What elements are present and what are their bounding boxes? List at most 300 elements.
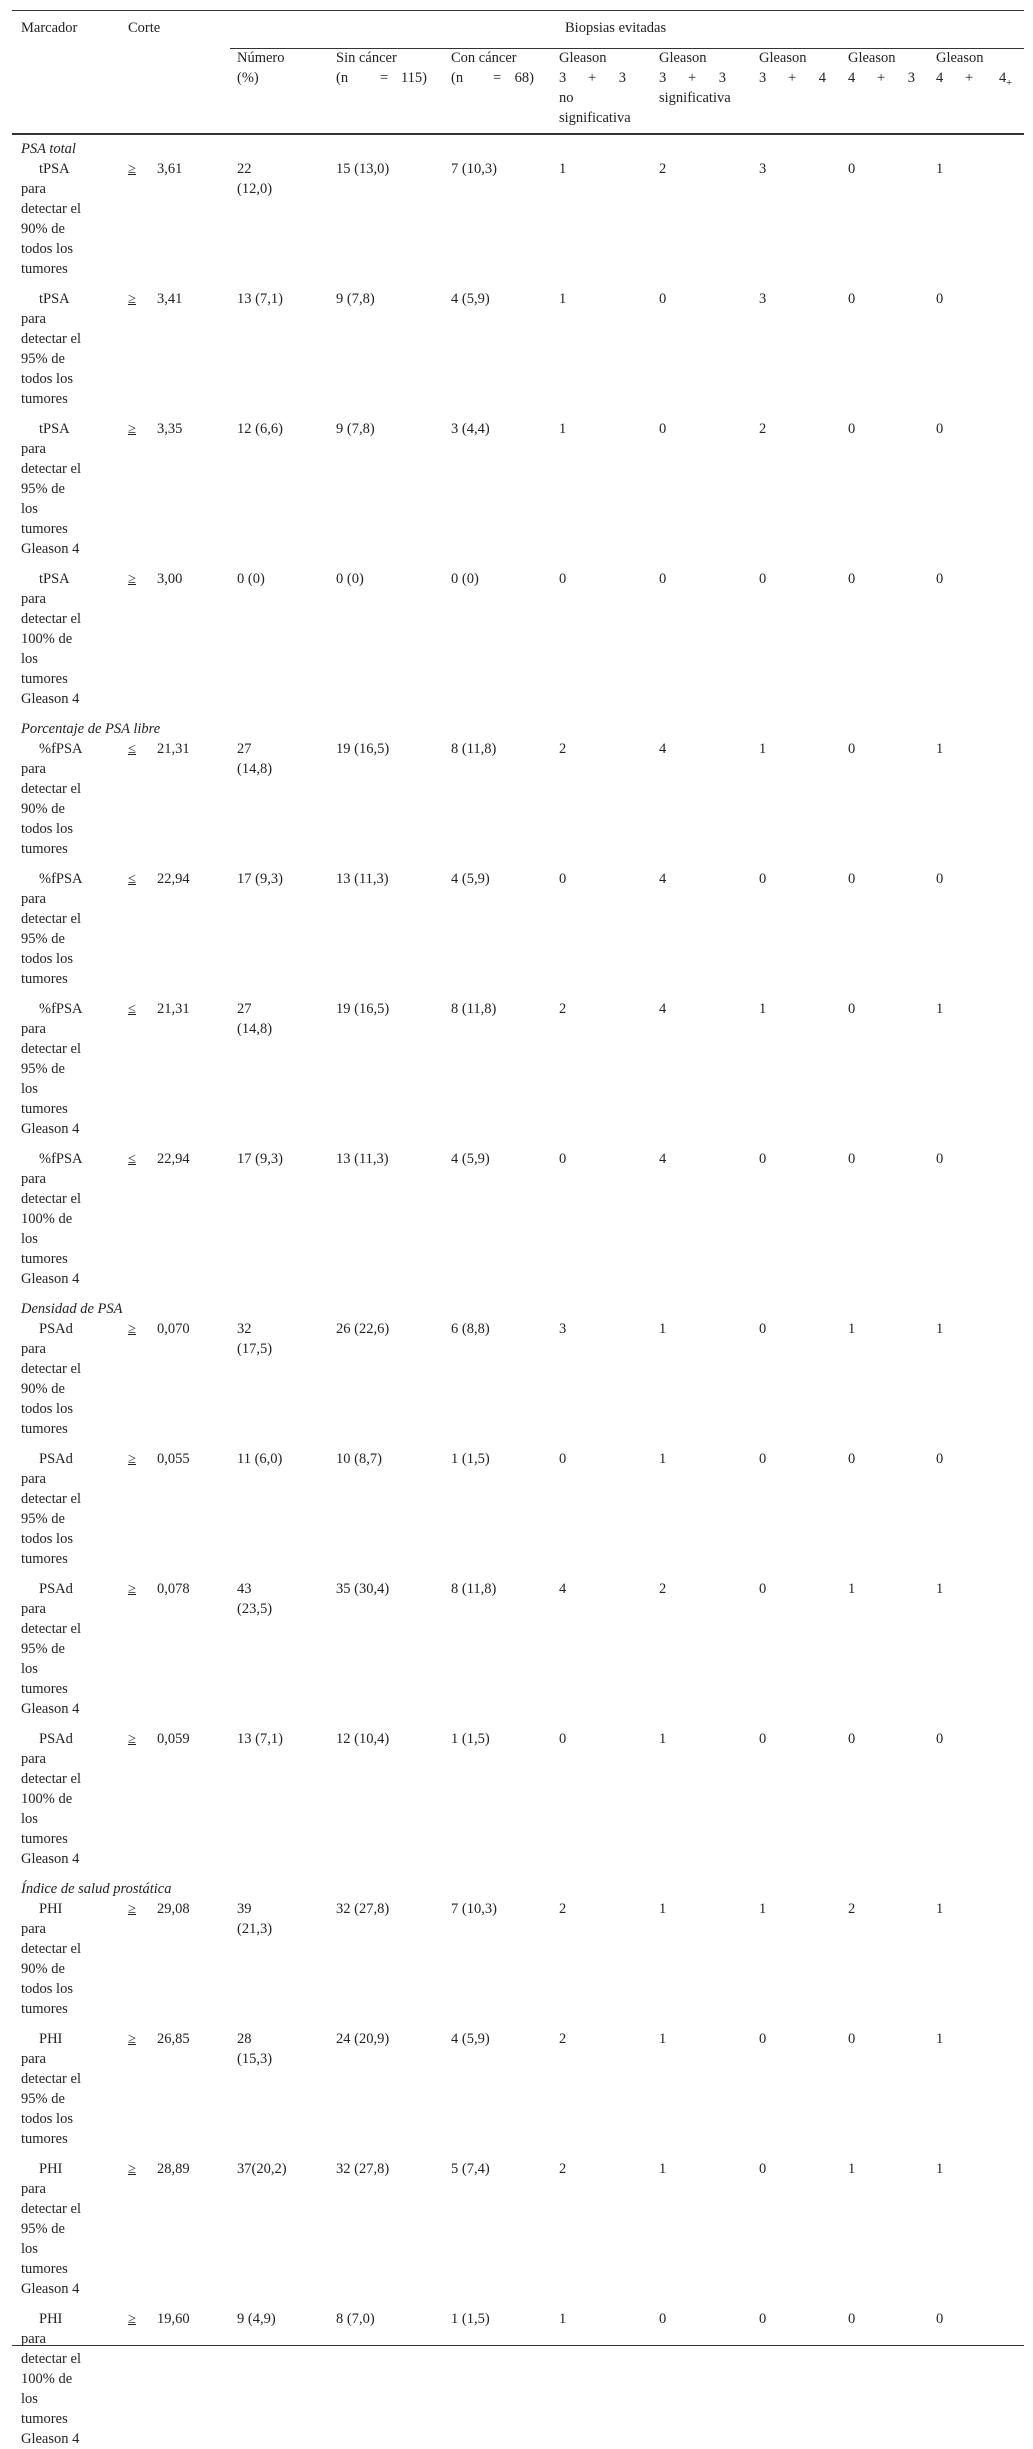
numero-cell bbox=[237, 1729, 283, 1749]
header-token: 3 bbox=[907, 70, 915, 86]
header-gleason-line: Gleason bbox=[559, 50, 607, 66]
gleason-cell: 1 bbox=[936, 1901, 944, 1917]
marker-line: detectar el bbox=[21, 201, 81, 217]
gleason-cell: 0 bbox=[848, 871, 856, 887]
marker-cell bbox=[21, 1319, 81, 1439]
gleason-cell: 0 bbox=[848, 1151, 856, 1167]
marker-cell bbox=[21, 289, 81, 409]
marker-line: todos los bbox=[21, 1531, 73, 1547]
gleason-cell: 2 bbox=[559, 1901, 567, 1917]
header-biopsias-evitadas: Biopsias evitadas bbox=[565, 20, 667, 36]
cut-value: 19,60 bbox=[157, 2311, 190, 2327]
cut-value: 3,00 bbox=[157, 571, 183, 587]
numero-line: 32 bbox=[237, 1321, 252, 1337]
cut-value: 0,059 bbox=[157, 1731, 190, 1747]
cut-value: 0,078 bbox=[157, 1581, 190, 1597]
gleason-cell: 2 bbox=[848, 1901, 856, 1917]
header-gleason-line: Gleason bbox=[759, 50, 807, 66]
numero-cell bbox=[237, 1319, 272, 1359]
header-token: (n bbox=[336, 70, 349, 86]
gleason-cell: 0 bbox=[559, 1151, 567, 1167]
sin-cancer-cell: 35 (30,4) bbox=[336, 1581, 390, 1597]
marker-line: detectar el bbox=[21, 1491, 81, 1507]
marker-line: tumores bbox=[21, 391, 68, 407]
marker-line: 90% de bbox=[21, 1381, 65, 1397]
gleason-cell: 1 bbox=[559, 421, 567, 437]
gleason-cell: 0 bbox=[848, 2031, 856, 2047]
marker-line: tumores bbox=[21, 521, 68, 537]
gleason-cell: 0 bbox=[848, 741, 856, 757]
gleason-cell: 0 bbox=[759, 1321, 767, 1337]
marker-line: todos los bbox=[21, 371, 73, 387]
gleason-cell: 0 bbox=[659, 2311, 667, 2327]
gleason-cell: 4 bbox=[659, 871, 667, 887]
marker-line: para bbox=[21, 311, 46, 327]
gleason-cell: 0 bbox=[759, 1151, 767, 1167]
marker-cell bbox=[21, 739, 83, 859]
marker-line: detectar el bbox=[21, 781, 81, 797]
marker-line: detectar el bbox=[21, 1041, 81, 1057]
marker-cell bbox=[21, 1149, 83, 1289]
marker-line: todos los bbox=[21, 1401, 73, 1417]
header-con-cancer-line: Con cáncer bbox=[451, 50, 517, 66]
marker-line: tumores bbox=[21, 2411, 68, 2427]
cut-value: 0,055 bbox=[157, 1451, 190, 1467]
marker-line: Gleason 4 bbox=[21, 1851, 80, 1867]
gleason-cell: 1 bbox=[659, 2161, 667, 2177]
header-bottom-rule bbox=[12, 133, 1024, 135]
header-token: 115) bbox=[400, 70, 427, 86]
marker-line: tumores bbox=[21, 841, 68, 857]
marker-line: 95% de bbox=[21, 2091, 65, 2107]
cut-sign: ≥ bbox=[128, 161, 136, 177]
marker-line: para bbox=[21, 591, 46, 607]
header-token: + bbox=[1006, 77, 1013, 89]
con-cancer-cell: 7 (10,3) bbox=[451, 161, 497, 177]
gleason-cell: 2 bbox=[659, 161, 667, 177]
gleason-cell: 0 bbox=[848, 2311, 856, 2327]
gleason-cell: 0 bbox=[936, 1151, 944, 1167]
marker-line: 95% de bbox=[21, 1061, 65, 1077]
header-gleason-score bbox=[659, 68, 726, 88]
header-gleason-score bbox=[759, 68, 826, 88]
numero-line: (14,8) bbox=[237, 1021, 273, 1037]
marker-line: todos los bbox=[21, 2111, 73, 2127]
header-marcador: Marcador bbox=[21, 20, 78, 36]
numero-line: 11 (6,0) bbox=[237, 1451, 283, 1467]
gleason-cell: 3 bbox=[759, 161, 767, 177]
marker-line: tumores bbox=[21, 2261, 68, 2277]
cut-value: 3,41 bbox=[157, 291, 183, 307]
header-gleason-score bbox=[559, 68, 626, 88]
gleason-cell: 1 bbox=[936, 2161, 944, 2177]
numero-line: 37(20,2) bbox=[237, 2161, 287, 2177]
marker-line: detectar el bbox=[21, 911, 81, 927]
gleason-cell: 2 bbox=[559, 741, 567, 757]
gleason-cell: 0 bbox=[936, 2311, 944, 2327]
gleason-cell: 0 bbox=[559, 571, 567, 587]
cut-value: 28,89 bbox=[157, 2161, 190, 2177]
marker-line: 100% de bbox=[21, 1791, 73, 1807]
con-cancer-cell: 1 (1,5) bbox=[451, 2311, 490, 2327]
gleason-cell: 4 bbox=[559, 1581, 567, 1597]
section-title: PSA total bbox=[21, 141, 76, 157]
cut-value: 3,35 bbox=[157, 421, 183, 437]
header-gleason-score bbox=[936, 68, 1012, 88]
cut-value: 21,31 bbox=[157, 1001, 190, 1017]
marker-line: tumores bbox=[21, 1551, 68, 1567]
gleason-cell: 0 bbox=[936, 871, 944, 887]
cut-sign: ≤ bbox=[128, 1151, 136, 1167]
con-cancer-cell: 4 (5,9) bbox=[451, 291, 490, 307]
cut-value: 3,61 bbox=[157, 161, 183, 177]
gleason-cell: 3 bbox=[759, 291, 767, 307]
gleason-cell: 1 bbox=[848, 2161, 856, 2177]
gleason-cell: 1 bbox=[936, 161, 944, 177]
numero-cell bbox=[237, 1449, 282, 1469]
sin-cancer-cell: 26 (22,6) bbox=[336, 1321, 390, 1337]
header-token: + bbox=[965, 70, 974, 86]
header-gleason-line: significativa bbox=[559, 110, 631, 126]
marker-line: PHI bbox=[39, 2161, 63, 2177]
sin-cancer-cell: 8 (7,0) bbox=[336, 2311, 375, 2327]
gleason-cell: 1 bbox=[759, 1901, 767, 1917]
marker-line: los bbox=[21, 651, 38, 667]
marker-line: %fPSA bbox=[39, 741, 83, 757]
gleason-cell: 1 bbox=[559, 2311, 567, 2327]
con-cancer-cell: 5 (7,4) bbox=[451, 2161, 490, 2177]
gleason-cell: 4 bbox=[659, 1001, 667, 1017]
gleason-cell: 1 bbox=[659, 2031, 667, 2047]
header-token: + bbox=[877, 70, 886, 86]
numero-line: 0 (0) bbox=[237, 571, 265, 587]
gleason-cell: 0 bbox=[848, 1001, 856, 1017]
marker-line: Gleason 4 bbox=[21, 2431, 80, 2447]
header-gleason-line: no bbox=[559, 90, 574, 106]
numero-line: (12,0) bbox=[237, 181, 273, 197]
marker-line: los bbox=[21, 2391, 38, 2407]
marker-line: todos los bbox=[21, 821, 73, 837]
cut-value: 22,94 bbox=[157, 1151, 190, 1167]
cut-sign: ≥ bbox=[128, 1451, 136, 1467]
header-token: 3 bbox=[659, 70, 667, 86]
marker-line: detectar el bbox=[21, 1361, 81, 1377]
marker-line: detectar el bbox=[21, 1621, 81, 1637]
numero-cell bbox=[237, 1149, 283, 1169]
gleason-cell: 0 bbox=[936, 571, 944, 587]
numero-cell bbox=[237, 569, 265, 589]
marker-line: los bbox=[21, 1661, 38, 1677]
numero-cell bbox=[237, 739, 272, 779]
marker-line: tumores bbox=[21, 1251, 68, 1267]
con-cancer-cell: 8 (11,8) bbox=[451, 1001, 497, 1017]
gleason-cell: 2 bbox=[559, 1001, 567, 1017]
numero-line: 43 bbox=[237, 1581, 252, 1597]
header-token: + bbox=[688, 70, 697, 86]
marker-line: detectar el bbox=[21, 2351, 81, 2367]
marker-line: PHI bbox=[39, 2311, 63, 2327]
marker-line: Gleason 4 bbox=[21, 1121, 80, 1137]
marker-line: tumores bbox=[21, 1681, 68, 1697]
marker-line: Gleason 4 bbox=[21, 1701, 80, 1717]
sin-cancer-cell: 9 (7,8) bbox=[336, 421, 375, 437]
marker-line: detectar el bbox=[21, 1191, 81, 1207]
gleason-cell: 0 bbox=[936, 291, 944, 307]
numero-line: (15,3) bbox=[237, 2051, 273, 2067]
numero-cell bbox=[237, 419, 283, 439]
con-cancer-cell: 8 (11,8) bbox=[451, 1581, 497, 1597]
marker-line: 95% de bbox=[21, 481, 65, 497]
marker-line: 95% de bbox=[21, 351, 65, 367]
header-token: 68) bbox=[514, 70, 534, 86]
numero-line: (17,5) bbox=[237, 1341, 273, 1357]
gleason-cell: 2 bbox=[759, 421, 767, 437]
marker-line: %fPSA bbox=[39, 1151, 83, 1167]
header-token: 3 bbox=[618, 70, 626, 86]
header-token: 3 bbox=[559, 70, 567, 86]
header-gleason-33-no-sig bbox=[559, 48, 631, 128]
marker-line: Gleason 4 bbox=[21, 541, 80, 557]
numero-line: 17 (9,3) bbox=[237, 1151, 283, 1167]
sin-cancer-cell: 9 (7,8) bbox=[336, 291, 375, 307]
cut-sign: ≤ bbox=[128, 871, 136, 887]
gleason-cell: 0 bbox=[559, 871, 567, 887]
header-numero-line: Número bbox=[237, 50, 285, 66]
gleason-cell: 0 bbox=[659, 291, 667, 307]
cut-sign: ≥ bbox=[128, 1901, 136, 1917]
cut-sign: ≥ bbox=[128, 291, 136, 307]
marker-line: 90% de bbox=[21, 221, 65, 237]
header-con-cancer-n bbox=[451, 68, 534, 88]
numero-line: 12 (6,6) bbox=[237, 421, 283, 437]
marker-line: tPSA bbox=[39, 571, 70, 587]
marker-line: todos los bbox=[21, 951, 73, 967]
marker-line: 95% de bbox=[21, 1511, 65, 1527]
marker-line: 100% de bbox=[21, 1211, 73, 1227]
gleason-cell: 0 bbox=[759, 871, 767, 887]
sin-cancer-cell: 10 (8,7) bbox=[336, 1451, 382, 1467]
marker-cell bbox=[21, 159, 81, 279]
marker-line: tPSA bbox=[39, 291, 70, 307]
marker-line: 100% de bbox=[21, 631, 73, 647]
gleason-cell: 3 bbox=[559, 1321, 567, 1337]
sin-cancer-cell: 32 (27,8) bbox=[336, 1901, 390, 1917]
header-token: = bbox=[380, 70, 389, 86]
marker-line: detectar el bbox=[21, 1941, 81, 1957]
cut-value: 29,08 bbox=[157, 1901, 190, 1917]
gleason-cell: 0 bbox=[848, 161, 856, 177]
marker-cell bbox=[21, 2159, 81, 2299]
marker-cell bbox=[21, 2029, 81, 2149]
section-title: Densidad de PSA bbox=[21, 1301, 123, 1317]
gleason-cell: 0 bbox=[936, 1451, 944, 1467]
marker-line: para bbox=[21, 1751, 46, 1767]
marker-line: detectar el bbox=[21, 1771, 81, 1787]
gleason-cell: 0 bbox=[759, 1581, 767, 1597]
marker-line: los bbox=[21, 2241, 38, 2257]
gleason-cell: 1 bbox=[936, 741, 944, 757]
gleason-cell: 0 bbox=[759, 1731, 767, 1747]
marker-line: tumores bbox=[21, 261, 68, 277]
numero-line: 39 bbox=[237, 1901, 252, 1917]
gleason-cell: 1 bbox=[936, 1321, 944, 1337]
numero-cell bbox=[237, 2029, 272, 2069]
cut-sign: ≥ bbox=[128, 2031, 136, 2047]
numero-line: 27 bbox=[237, 1001, 252, 1017]
marker-cell bbox=[21, 999, 83, 1139]
header-token: 4 bbox=[936, 70, 944, 86]
sin-cancer-cell: 13 (11,3) bbox=[336, 871, 389, 887]
numero-cell bbox=[237, 1899, 272, 1939]
header-gleason-44 bbox=[936, 48, 1012, 88]
gleason-cell: 1 bbox=[659, 1321, 667, 1337]
gleason-cell: 1 bbox=[759, 1001, 767, 1017]
gleason-cell: 4 bbox=[659, 1151, 667, 1167]
cut-sign: ≥ bbox=[128, 1321, 136, 1337]
sin-cancer-cell: 19 (16,5) bbox=[336, 741, 390, 757]
gleason-cell: 2 bbox=[559, 2031, 567, 2047]
cut-value: 21,31 bbox=[157, 741, 190, 757]
marker-line: PHI bbox=[39, 2031, 63, 2047]
marker-line: para bbox=[21, 1601, 46, 1617]
cut-value: 0,070 bbox=[157, 1321, 190, 1337]
header-token: (n bbox=[451, 70, 464, 86]
marker-line: %fPSA bbox=[39, 1001, 83, 1017]
header-corte: Corte bbox=[128, 20, 161, 36]
marker-cell bbox=[21, 1899, 81, 2019]
marker-cell bbox=[21, 419, 81, 559]
sin-cancer-cell: 13 (11,3) bbox=[336, 1151, 389, 1167]
gleason-cell: 1 bbox=[659, 1901, 667, 1917]
numero-line: 28 bbox=[237, 2031, 252, 2047]
marker-line: los bbox=[21, 1231, 38, 1247]
numero-cell bbox=[237, 1579, 272, 1619]
marker-line: para bbox=[21, 2051, 46, 2067]
marker-line: Gleason 4 bbox=[21, 1271, 80, 1287]
marker-line: para bbox=[21, 2181, 46, 2197]
sin-cancer-cell: 15 (13,0) bbox=[336, 161, 390, 177]
marker-line: PSAd bbox=[39, 1731, 73, 1747]
header-con-cancer bbox=[451, 48, 534, 88]
gleason-cell: 0 bbox=[848, 571, 856, 587]
cut-sign: ≤ bbox=[128, 741, 136, 757]
header-gleason-score bbox=[848, 68, 915, 88]
header-sin-cancer-line: Sin cáncer bbox=[336, 50, 397, 66]
header-numero-line: (%) bbox=[237, 70, 259, 86]
header-gleason-33-sig bbox=[659, 48, 731, 108]
header-token: 4 bbox=[999, 70, 1007, 86]
gleason-cell: 2 bbox=[559, 2161, 567, 2177]
gleason-cell: 0 bbox=[936, 1731, 944, 1747]
gleason-cell: 1 bbox=[559, 161, 567, 177]
marker-line: para bbox=[21, 181, 46, 197]
marker-line: para bbox=[21, 441, 46, 457]
numero-line: 9 (4,9) bbox=[237, 2311, 276, 2327]
marker-line: PSAd bbox=[39, 1451, 73, 1467]
marker-line: tPSA bbox=[39, 421, 70, 437]
marker-line: para bbox=[21, 761, 46, 777]
con-cancer-cell: 7 (10,3) bbox=[451, 1901, 497, 1917]
cut-sign: ≥ bbox=[128, 2311, 136, 2327]
marker-line: para bbox=[21, 1921, 46, 1937]
header-sin-cancer-n bbox=[336, 68, 427, 88]
sin-cancer-cell: 24 (20,9) bbox=[336, 2031, 390, 2047]
cut-value: 22,94 bbox=[157, 871, 190, 887]
header-numero bbox=[237, 48, 285, 88]
gleason-cell: 0 bbox=[559, 1731, 567, 1747]
cut-sign: ≥ bbox=[128, 571, 136, 587]
header-gleason-line: significativa bbox=[659, 90, 731, 106]
marker-line: para bbox=[21, 2331, 46, 2347]
gleason-cell: 1 bbox=[659, 1731, 667, 1747]
cut-sign: ≥ bbox=[128, 2161, 136, 2177]
gleason-cell: 0 bbox=[659, 421, 667, 437]
header-token: + bbox=[588, 70, 597, 86]
header-gleason-34 bbox=[759, 48, 826, 88]
sin-cancer-cell: 32 (27,8) bbox=[336, 2161, 390, 2177]
marker-line: Gleason 4 bbox=[21, 2281, 80, 2297]
marker-line: PSAd bbox=[39, 1581, 73, 1597]
numero-cell bbox=[237, 2309, 276, 2329]
marker-line: para bbox=[21, 1341, 46, 1357]
con-cancer-cell: 4 (5,9) bbox=[451, 2031, 490, 2047]
marker-line: tumores bbox=[21, 1101, 68, 1117]
marker-line: los bbox=[21, 1081, 38, 1097]
marker-cell bbox=[21, 1449, 81, 1569]
cut-sign: ≥ bbox=[128, 421, 136, 437]
table-bottom-rule bbox=[12, 2345, 1024, 2346]
marker-line: los bbox=[21, 1811, 38, 1827]
gleason-cell: 0 bbox=[659, 571, 667, 587]
numero-line: 22 bbox=[237, 161, 252, 177]
cut-sign: ≥ bbox=[128, 1731, 136, 1747]
marker-line: todos los bbox=[21, 241, 73, 257]
marker-cell bbox=[21, 2309, 81, 2449]
sin-cancer-cell: 19 (16,5) bbox=[336, 1001, 390, 1017]
gleason-cell: 1 bbox=[559, 291, 567, 307]
gleason-cell: 1 bbox=[936, 1581, 944, 1597]
numero-line: (21,3) bbox=[237, 1921, 273, 1937]
numero-cell bbox=[237, 999, 272, 1039]
numero-line: 13 (7,1) bbox=[237, 1731, 283, 1747]
header-gleason-43 bbox=[848, 48, 915, 88]
con-cancer-cell: 4 (5,9) bbox=[451, 871, 490, 887]
con-cancer-cell: 4 (5,9) bbox=[451, 1151, 490, 1167]
con-cancer-cell: 6 (8,8) bbox=[451, 1321, 490, 1337]
section-title: Porcentaje de PSA libre bbox=[21, 721, 161, 737]
header-token: 3 bbox=[759, 70, 767, 86]
marker-line: 100% de bbox=[21, 2371, 73, 2387]
gleason-cell: 0 bbox=[759, 2161, 767, 2177]
cut-value: 26,85 bbox=[157, 2031, 190, 2047]
numero-cell bbox=[237, 159, 272, 199]
numero-line: (23,5) bbox=[237, 1601, 273, 1617]
marker-line: %fPSA bbox=[39, 871, 83, 887]
gleason-cell: 0 bbox=[848, 421, 856, 437]
numero-line: (14,8) bbox=[237, 761, 273, 777]
marker-cell bbox=[21, 569, 81, 709]
gleason-cell: 1 bbox=[759, 741, 767, 757]
marker-line: detectar el bbox=[21, 2201, 81, 2217]
marker-line: 95% de bbox=[21, 2221, 65, 2237]
marker-line: detectar el bbox=[21, 331, 81, 347]
sin-cancer-cell: 12 (10,4) bbox=[336, 1731, 390, 1747]
gleason-cell: 1 bbox=[848, 1321, 856, 1337]
gleason-cell: 0 bbox=[759, 2031, 767, 2047]
con-cancer-cell: 0 (0) bbox=[451, 571, 479, 587]
gleason-cell: 2 bbox=[659, 1581, 667, 1597]
sin-cancer-cell: 0 (0) bbox=[336, 571, 364, 587]
